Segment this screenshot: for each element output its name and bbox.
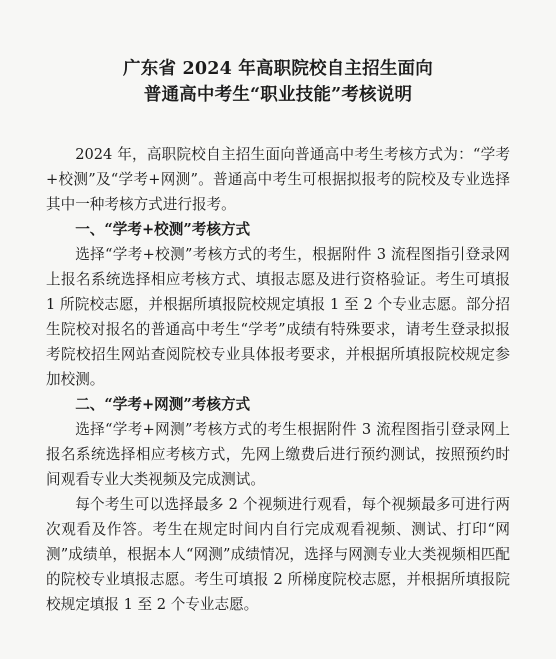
- section-1-heading: 一、“学考+校测”考核方式: [75, 221, 251, 238]
- intro-paragraph: 2024 年，高职院校自主招生面向普通高中考生考核方式为：“学考+校测”及“学考+网测”。普通高中考生可根据拟报考的院校及专业选择其中一种考核方式进行报考。: [46, 146, 510, 213]
- section-2-paragraph-2: 每个考生可以选择最多 2 个视频进行观看，每个视频最多可进行两次观看及作答。考生在规定时间内自行完成观看视频、测试、打印“网测”成绩单，根据本人“网测”成绩情况，选择与网测专业大类视频相匹配的院校专业填报志愿。考生可填报 2 所梯度院校志愿，并根据所填报院校规定填报 1 至 2 个专业志愿。: [46, 496, 510, 613]
- document-body: [46, 142, 510, 617]
- title-line-1: 广东省 2024 年高职院校自主招生面向: [123, 59, 433, 79]
- section-1-paragraph: 选择“学考+校测”考核方式的考生，根据附件 3 流程图指引登录网上报名系统选择相应考核方式、填报志愿及进行资格验证。考生可填报 1 所院校志愿，并根据所填报院校规定填报 1 至 2 个专业志愿。部分招生院校对报名的普通高中考生“学考”成绩有特殊要求，请考生登录拟报考院校招生网站查阅院校专业具体报考要求，并根据所填报院校规定参加校测。: [46, 246, 510, 388]
- section-2-heading: 二、“学考+网测”考核方式: [75, 396, 251, 413]
- document-title: [46, 56, 510, 108]
- section-2-paragraph-1: 选择“学考+网测”考核方式的考生根据附件 3 流程图指引登录网上报名系统选择相应考核方式，先网上缴费后进行预约测试，按照预约时间观看专业大类视频及完成测试。: [46, 421, 510, 488]
- title-line-2: 普通高中考生“职业技能”考核说明: [143, 85, 413, 105]
